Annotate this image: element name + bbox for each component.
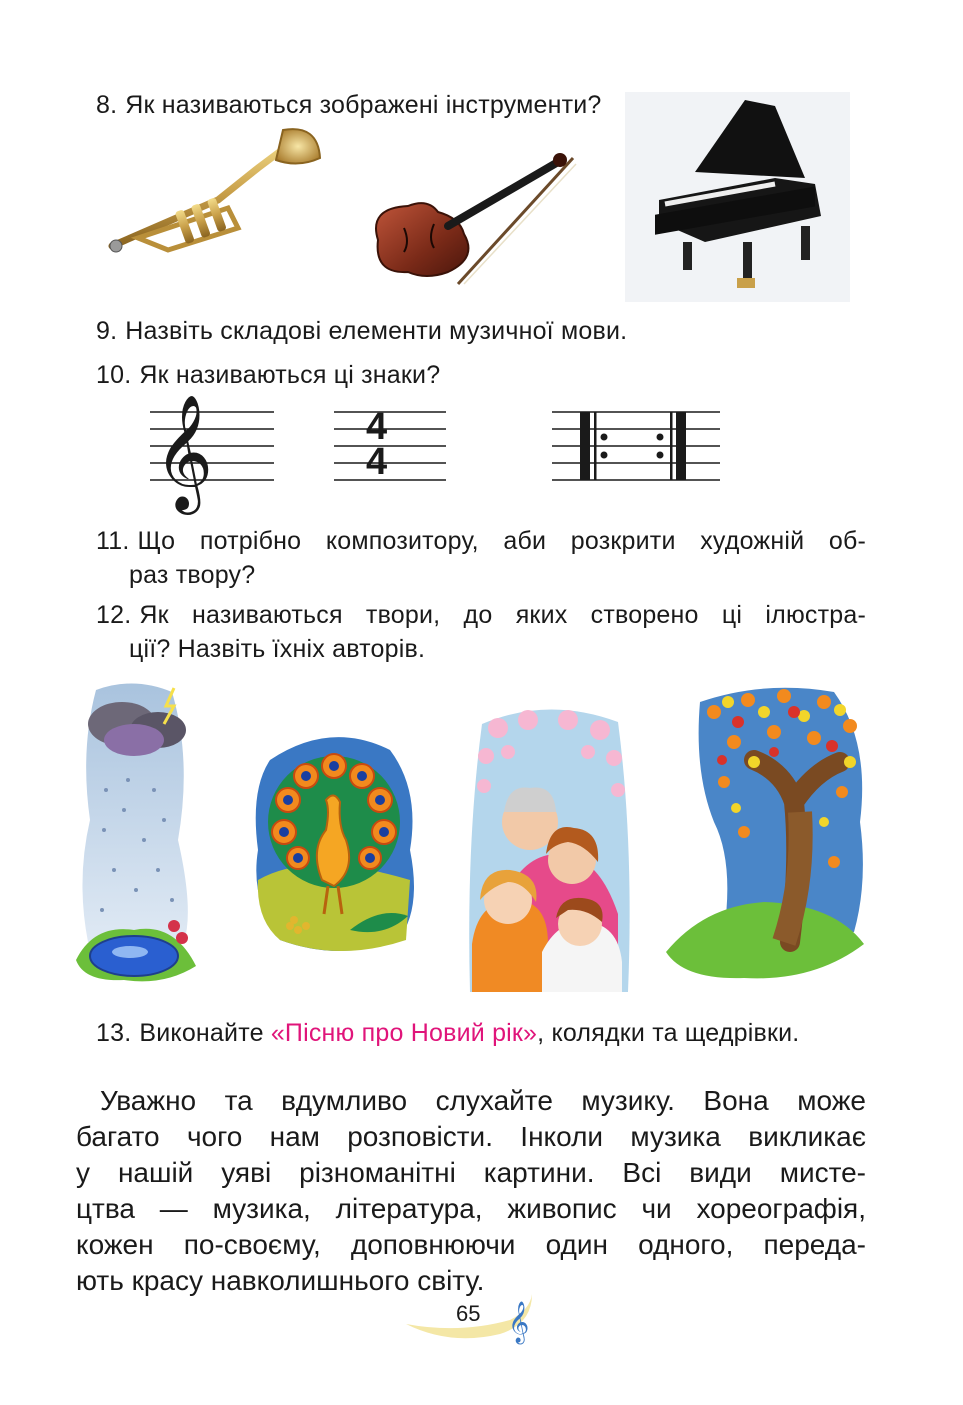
paragraph-line: ють красу навколишнього світу. (76, 1265, 485, 1296)
question-number: 10. (96, 361, 132, 389)
question-number: 11. (96, 527, 130, 555)
question-line-1: Що потрібно композитору, аби розкрити художній об- (137, 527, 866, 555)
question-11 (96, 524, 866, 592)
question-text-before: Виконайте (139, 1019, 271, 1047)
question-line-2: раз твору? (129, 561, 256, 589)
question-text: Як називаються ці знаки? (139, 361, 441, 389)
violin-illustration (368, 148, 578, 288)
question-12 (96, 598, 866, 666)
svg-text:𝄞: 𝄞 (154, 393, 214, 510)
time-signature-icon (334, 406, 446, 483)
summary-paragraph (76, 1083, 866, 1299)
question-text: Назвіть складові елементи музичної мови. (125, 317, 628, 345)
paragraph-line: Уважно та вдумливо слухайте музику. Вона може (100, 1085, 866, 1116)
question-number: 9. (96, 317, 118, 345)
question-13 (96, 1016, 799, 1050)
question-10 (96, 358, 440, 392)
paragraph-line: у нашій уяві різноманітні картини. Всі види мисте- (76, 1157, 866, 1188)
question-9 (96, 314, 627, 348)
treble-clef-icon (150, 392, 276, 510)
rain-illustration (74, 680, 198, 990)
question-8 (96, 88, 602, 122)
paragraph-line: багато чого нам розповісти. Інколи музика викликає (76, 1121, 866, 1152)
trumpet-illustration (108, 128, 323, 268)
repeat-sign-icon (552, 412, 720, 482)
time-signature-bottom: 4 (366, 441, 388, 483)
question-line-1: Як називаються твори, до яких створено ці ілюстра- (139, 601, 866, 629)
peacock-illustration (250, 730, 418, 955)
question-number: 13. (96, 1019, 132, 1047)
treble-clef-icon (508, 1298, 530, 1342)
question-text: Як називаються зображені інструменти? (125, 91, 602, 119)
question-text-after: , колядки та щедрівки. (537, 1019, 800, 1047)
grand-piano-illustration (625, 92, 850, 302)
svg-text:𝄞: 𝄞 (508, 1302, 530, 1343)
question-number: 8. (96, 91, 118, 119)
song-title-highlight: «Пісню про Новий рік» (270, 1019, 538, 1047)
question-number: 12. (96, 601, 132, 629)
paragraph-line: кожен по-своєму, доповнюючи один одного, переда- (76, 1229, 866, 1260)
family-illustration (468, 704, 632, 992)
autumn-tree-illustration (664, 682, 868, 984)
paragraph-line: цтва — музика, література, живопис чи хореографія, (76, 1193, 866, 1224)
time-signature-top: 4 (366, 406, 388, 448)
question-line-2: ції? Назвіть їхніх авторів. (129, 635, 426, 663)
page-number: 65 (456, 1301, 481, 1326)
